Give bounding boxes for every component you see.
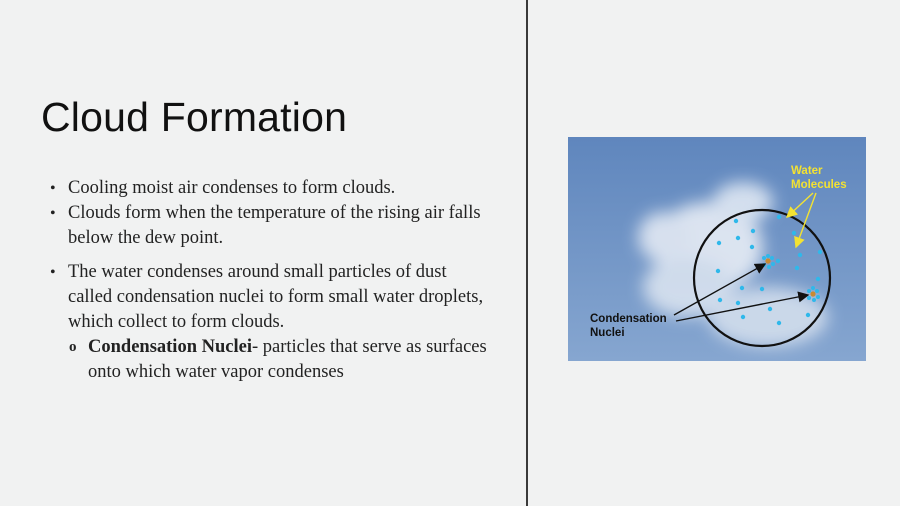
sub-bullet-item [50, 335, 490, 385]
bullet-dot-icon: • [50, 264, 56, 281]
diagram-svg [568, 137, 866, 361]
nuclei-label-line2: Nuclei [590, 327, 625, 339]
bullet-text: The water condenses around small particles of dust called condensation nuclei to form small water droplets, which collect to form clouds. [68, 262, 484, 332]
sub-bullet-term: Condensation Nuclei [88, 337, 252, 357]
bullet-text: Clouds form when the temperature of the rising air falls below the dew point. [68, 203, 481, 248]
water-label-line2: Molecules [791, 179, 847, 191]
bullet-dot-icon: • [50, 205, 56, 222]
water-label-line1: Water [791, 165, 823, 177]
bullet-item [50, 176, 490, 201]
vertical-divider [526, 0, 528, 506]
bullet-item [50, 201, 490, 251]
condensation-nuclei-diagram [568, 137, 866, 361]
sub-bullet-text: - particles that serve as surfaces onto which water vapor condenses [88, 337, 487, 382]
bullet-item [50, 260, 490, 335]
bullet-list [50, 176, 490, 385]
slide-title: Cloud Formation [41, 94, 348, 140]
bullet-text: Cooling moist air condenses to form clouds. [68, 178, 396, 198]
nuclei-label-line1: Condensation [590, 313, 667, 325]
sub-bullet-circle-icon: o [69, 339, 77, 355]
bullet-dot-icon: • [50, 180, 56, 197]
